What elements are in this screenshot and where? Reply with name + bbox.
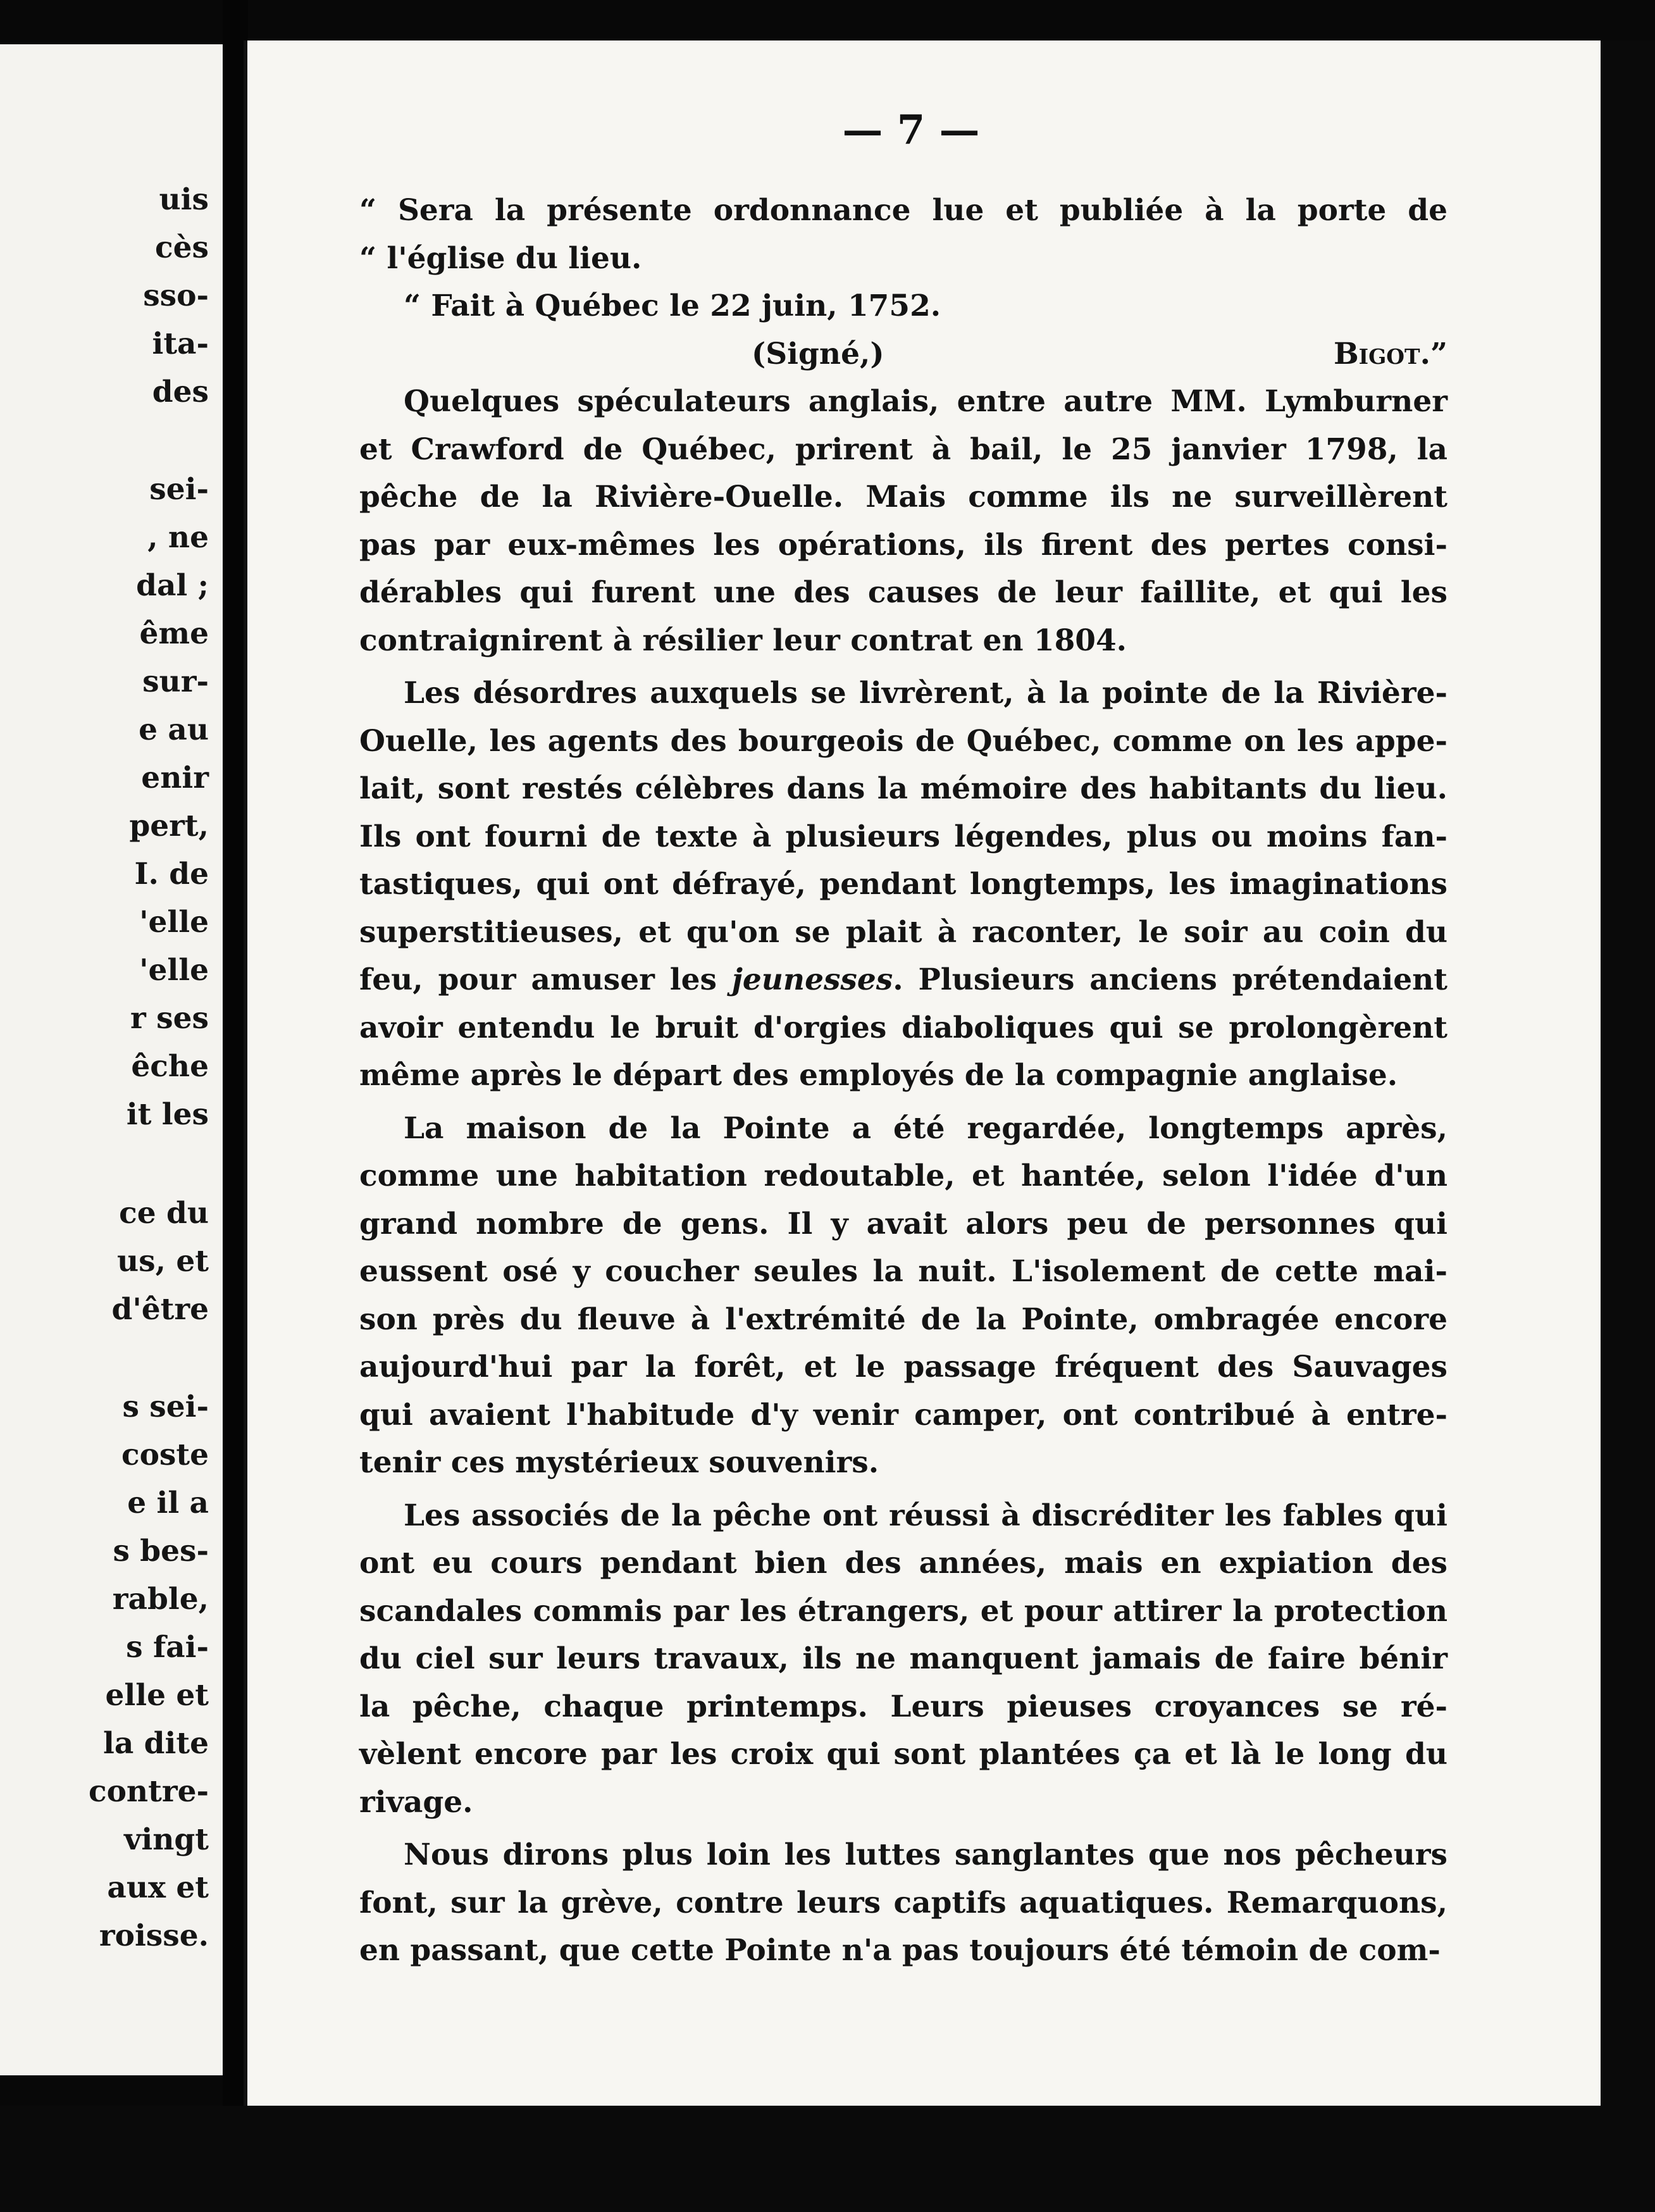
left-page-line: 'elle (139, 905, 209, 940)
signature-line (359, 330, 1447, 378)
text-line: avoir entendu le bruit d'orgies diaboliques qui se prolongèrent (359, 1010, 1447, 1045)
left-page-line: ce du (119, 1196, 209, 1231)
left-page-line: sso- (143, 278, 209, 313)
left-page-line: uis (159, 182, 209, 217)
text-line: du ciel sur leurs travaux, ils ne manquent jamais de faire bénir (359, 1641, 1447, 1676)
text-line: pêche de la Rivière-Ouelle. Mais comme ils ne surveillèrent (359, 480, 1447, 514)
text-line: Les désordres auxquels se livrèrent, à la pointe de la Rivière- (404, 676, 1447, 711)
text-line: “ Fait à Québec le 22 juin, 1752. (404, 289, 941, 323)
left-page-line: s sei- (122, 1389, 209, 1424)
left-page-line: elle et (105, 1678, 209, 1713)
text-line: comme une habitation redoutable, et hantée, selon l'idée d'un (359, 1159, 1447, 1193)
text-line: font, sur la grève, contre leurs captifs aquatiques. Remarquons, (359, 1885, 1447, 1920)
text-line: Ils ont fourni de texte à plusieurs légendes, plus ou moins fan- (359, 819, 1447, 854)
body-paragraph (359, 1492, 1447, 1827)
left-page-line: d'être (111, 1292, 209, 1327)
left-page-line: sei- (149, 472, 209, 507)
text-line: même après le départ des employés de la compagnie anglaise. (359, 1058, 1398, 1093)
left-page-line: e il a (127, 1486, 209, 1520)
text-line: en passant, que cette Pointe n'a pas toujours été témoin de com- (359, 1933, 1441, 1968)
body-paragraph (359, 1105, 1447, 1487)
left-page (0, 44, 223, 2075)
left-page-line: sur- (142, 664, 209, 699)
body-paragraph (359, 1831, 1447, 1975)
left-page-line: dal ; (136, 568, 209, 603)
text-line: eussent osé y coucher seules la nuit. L'isolement de cette mai- (359, 1254, 1447, 1289)
text-line: “ Sera la présente ordonnance lue et publiée à la porte de (359, 193, 1447, 228)
text-line: vèlent encore par les croix qui sont plantées ça et là le long du (359, 1737, 1447, 1772)
text-line: Nous dirons plus loin les luttes sanglantes que nos pêcheurs (404, 1837, 1447, 1872)
quoted-paragraph (359, 187, 1447, 282)
text-line: et Crawford de Québec, prirent à bail, le 25 janvier 1798, la (359, 432, 1447, 467)
left-page-line: r ses (130, 1001, 209, 1036)
text-line: ont eu cours pendant bien des années, mais en expiation des (359, 1546, 1447, 1581)
quoted-paragraph (359, 282, 1447, 330)
text-line: superstitieuses, et qu'on se plait à raconter, le soir au coin du (359, 914, 1447, 950)
signature-label: (Signé,) (752, 336, 884, 371)
text-line: son près du fleuve à l'extrémité de la Pointe, ombragée encore (359, 1302, 1447, 1337)
left-page-line: us, et (117, 1244, 209, 1279)
left-page-line: la dite (102, 1726, 209, 1761)
text-line: “ l'église du lieu. (359, 240, 642, 276)
text-line: dérables qui furent une des causes de leur faillite, et qui les (359, 575, 1447, 610)
text-line: feu, pour amuser les jeunesses. Plusieurs anciens prétendaient (359, 962, 1447, 997)
left-page-line: des (152, 375, 209, 409)
text-line: La maison de la Pointe a été regardée, longtemps après, (404, 1110, 1447, 1146)
text-line: scandales commis par les étrangers, et pour attirer la protection (359, 1593, 1447, 1629)
text-line: tenir ces mystérieux souvenirs. (359, 1445, 879, 1480)
left-page-line: I. de (134, 857, 209, 892)
left-page-line: roisse. (99, 1918, 209, 1953)
page-number: — 7 — (842, 106, 980, 154)
text-line: contraignirent à résilier leur contrat en 1804. (359, 623, 1127, 658)
left-page-line: êche (131, 1049, 209, 1084)
text-line: grand nombre de gens. Il y avait alors peu de personnes qui (359, 1206, 1447, 1241)
text-line: pas par eux-mêmes les opérations, ils firent des pertes consi- (359, 527, 1447, 562)
left-page-line: aux et (107, 1870, 209, 1905)
text-line: aujourd'hui par la forêt, et le passage fréquent des Sauvages (359, 1350, 1447, 1384)
body-paragraph (359, 669, 1447, 1100)
text-line: Quelques spéculateurs anglais, entre autre MM. Lymburner (404, 384, 1447, 419)
text-line: Les associés de la pêche ont réussi à discréditer les fables qui (404, 1498, 1447, 1533)
main-text (359, 187, 1447, 1980)
left-page-line: it les (126, 1097, 209, 1132)
left-page-line: coste (121, 1438, 209, 1472)
left-page-line: ême (139, 616, 209, 651)
left-page-line: vingt (124, 1822, 209, 1857)
left-page-line: 'elle (139, 953, 209, 988)
body-paragraph (359, 378, 1447, 664)
left-page-line: ita- (152, 326, 209, 361)
text-line: lait, sont restés célèbres dans la mémoire des habitants du lieu. (359, 771, 1447, 806)
left-page-line: , ne (147, 520, 209, 555)
left-page-line: pert, (129, 809, 209, 843)
text-line: tastiques, qui ont défrayé, pendant longtemps, les imaginations (359, 867, 1447, 902)
left-page-line: s fai- (126, 1630, 209, 1665)
left-page-line: s bes- (113, 1534, 209, 1569)
signature-name: Bigot.” (1333, 336, 1447, 371)
scan-border-right (1601, 40, 1655, 2212)
left-page-line: enir (141, 761, 209, 795)
scan-border-bottom (0, 2106, 1655, 2212)
left-page-line: contre- (88, 1774, 209, 1809)
left-page-line: e au (139, 712, 209, 747)
text-line: rivage. (359, 1784, 473, 1820)
text-line: Ouelle, les agents des bourgeois de Québec, comme on les appe- (359, 723, 1447, 759)
text-line: la pêche, chaque printemps. Leurs pieuses croyances se ré- (359, 1689, 1447, 1724)
text-line: qui avaient l'habitude d'y venir camper, ont contribué à entre- (359, 1397, 1447, 1432)
left-page-line: rable, (112, 1582, 209, 1617)
left-page-line: cès (155, 230, 209, 265)
